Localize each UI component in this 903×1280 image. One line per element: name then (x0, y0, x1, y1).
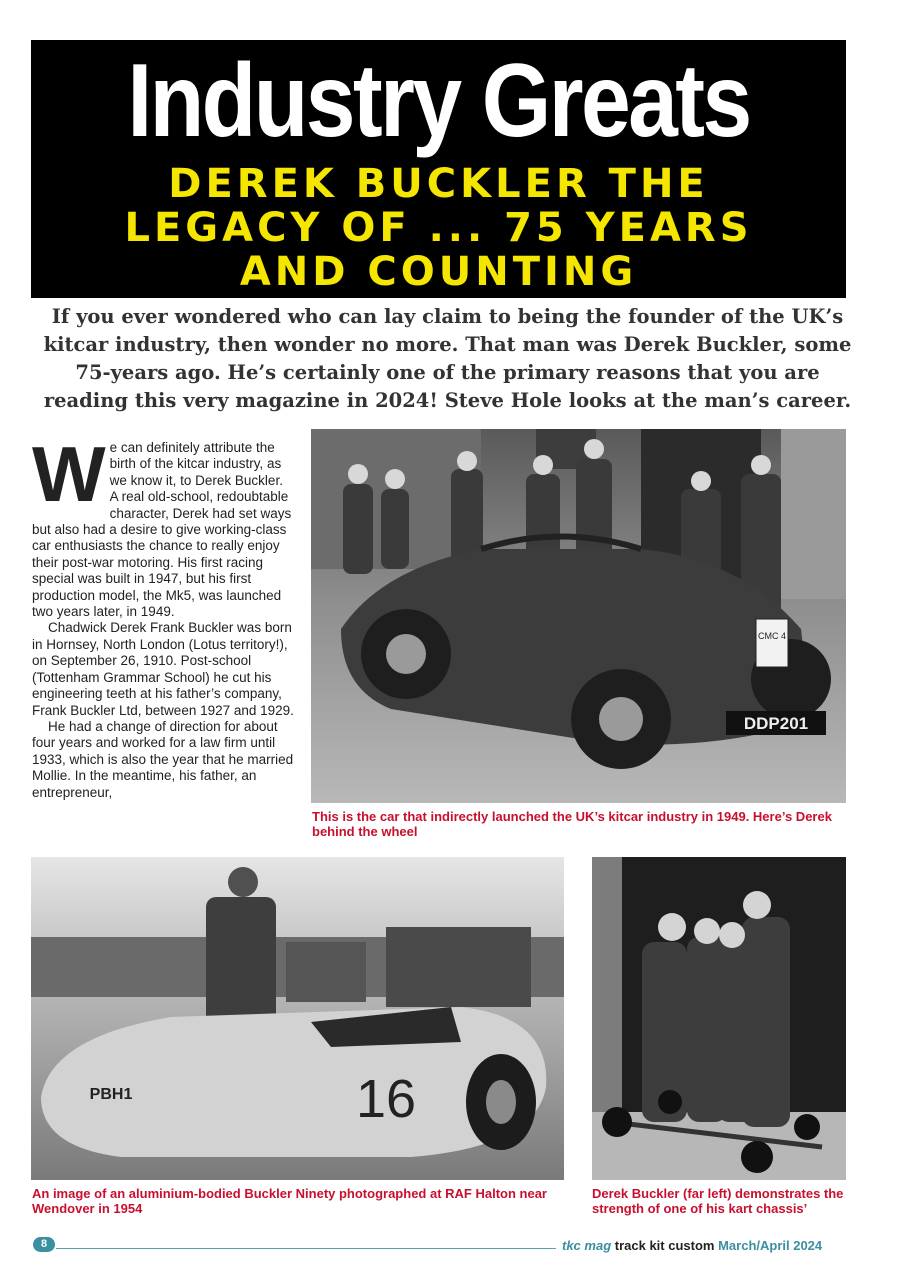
subtitle-line: DEREK BUCKLER THE (168, 161, 709, 207)
photo-kart-chassis (592, 857, 846, 1180)
drop-cap: W (32, 430, 106, 518)
title-banner (31, 40, 846, 298)
page-subtitle (31, 162, 846, 294)
race-number: 16 (355, 1069, 417, 1129)
race-badge: CMC 4 (757, 631, 787, 641)
caption-main: This is the car that indirectly launched the UK’s kitcar industry in 1949. Here’s Derek behind the wheel (312, 809, 832, 839)
number-plate: PBH1 (89, 1086, 133, 1103)
article-paragraph: Chadwick Derek Frank Buckler was born in Hornsey, North London (Lotus territory!), on September 26, 1910. Post-school (Tottenham Grammar School) he cut his engineering teeth at his father’s company, Frank Buckler Ltd, between 1927 and 1929. (32, 620, 294, 718)
article-paragraph: e can definitely attribute the birth of the kitcar industry, as we know it, to Derek Buckler. A real old-school, redoubtable character, Derek had set ways but also had a desire to give working-class car enthusiasts the chance to really enjoy their post-war motoring. His first racing special was built in 1947, but his first production model, the Mk5, was launched two years later, in 1949. (32, 440, 292, 620)
page-title: Industry Greats (127, 43, 750, 159)
footer-rule (56, 1248, 556, 1249)
caption-kart: Derek Buckler (far left) demonstrates the strength of one of his kart chassis’ (592, 1186, 844, 1216)
photo-buckler-mk5 (311, 429, 846, 803)
caption-ninety: An image of an aluminium-bodied Buckler Ninety photographed at RAF Halton near Wendover in 1954 (32, 1186, 547, 1216)
footer-masthead (562, 1238, 822, 1253)
subtitle-line: LEGACY OF ... 75 YEARS (124, 205, 753, 251)
article-paragraph: He had a change of direction for about four years and worked for a law firm until 1933, which is also the year that he married Mollie. In the meantime, his father, an entrepreneur, (32, 718, 294, 800)
standfirst: If you ever wondered who can lay claim to being the founder of the UK’s kitcar industry, then wonder no more. That man was Derek Buckler, some 75-years ago. He’s certainly one of the primary reasons that you are reading this very magazine in 2024! Steve Hole looks at the man’s career. (43, 305, 852, 412)
subtitle-line: AND COUNTING (239, 249, 638, 295)
page-number: 8 (33, 1237, 55, 1252)
photo-buckler-ninety (31, 857, 564, 1180)
footer-mag-name: tkc mag (562, 1238, 612, 1253)
footer-issue-date: March/April 2024 (718, 1238, 823, 1253)
article-body (32, 430, 294, 801)
footer-tagline: track kit custom (614, 1238, 715, 1253)
number-plate: DDP201 (743, 714, 809, 733)
